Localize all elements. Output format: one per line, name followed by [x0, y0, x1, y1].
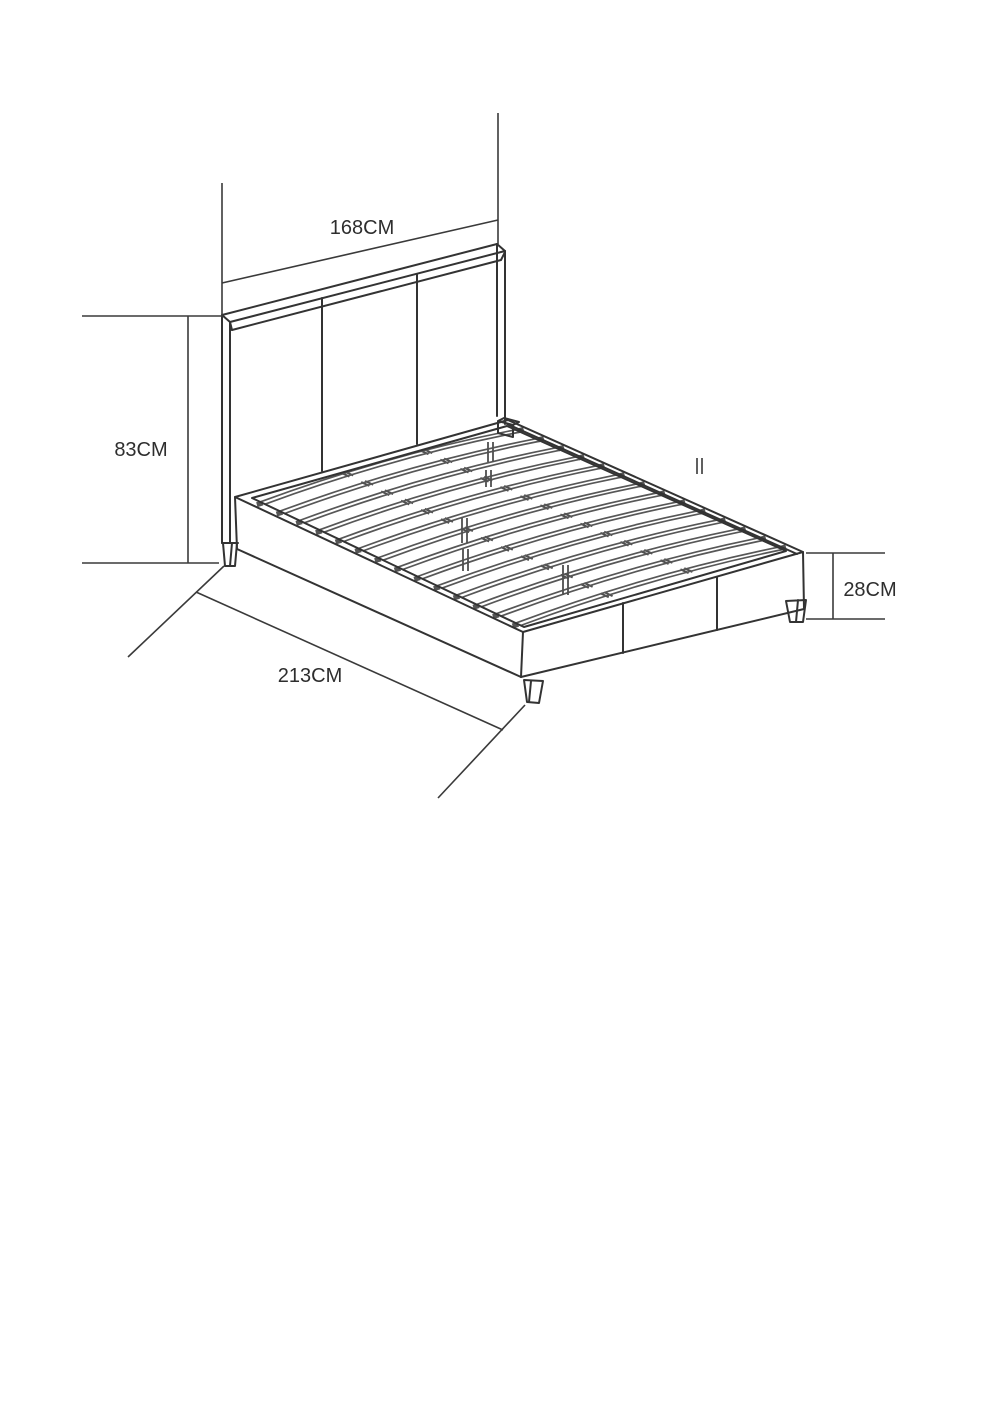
headboard-left-leg — [223, 543, 237, 566]
side-rail-bottom-edge — [237, 549, 521, 677]
ext-line-213-head — [128, 566, 224, 657]
headboard-top-right-chamfer — [497, 244, 505, 251]
foot-left-leg — [524, 680, 543, 703]
headboard-top-back-edge — [222, 244, 497, 315]
label-frame-height: 28CM — [843, 579, 897, 601]
label-headboard-height: 83CM — [114, 439, 168, 461]
side-rail-left-end — [235, 497, 237, 549]
foot-bottom-edge — [521, 609, 804, 677]
label-bed-length: 213CM — [277, 665, 343, 687]
headboard-panel-top-edge — [232, 252, 505, 330]
dim-line-213 — [196, 592, 503, 730]
foot-corner-edge-near — [521, 632, 523, 677]
dimension-lines — [82, 113, 885, 798]
headboard-top-front-edge — [230, 251, 505, 322]
slat-13-edge — [501, 541, 762, 617]
ext-line-213-foot — [438, 705, 525, 798]
label-headboard-width: 168CM — [329, 217, 395, 239]
slat-deck — [260, 430, 783, 626]
